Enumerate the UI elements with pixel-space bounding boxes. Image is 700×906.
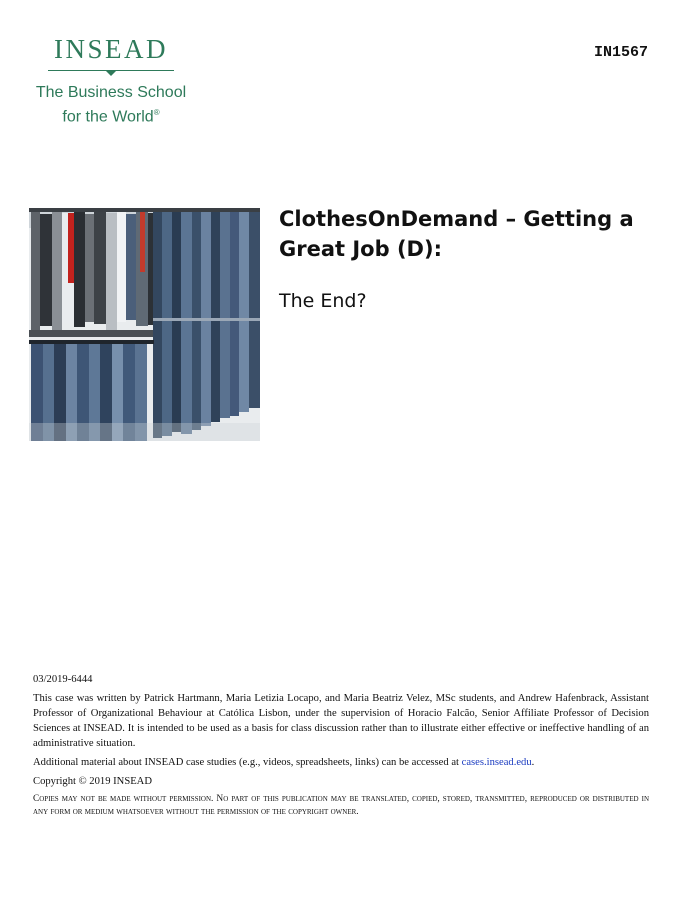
trademark-symbol: ® — [153, 108, 160, 117]
logo-rule — [48, 66, 174, 76]
cases-link[interactable]: cases.insead.edu — [461, 757, 532, 768]
case-footer — [33, 672, 649, 823]
logo-tagline — [0, 83, 222, 127]
case-code: IN1567 — [593, 44, 648, 61]
additional-material — [33, 755, 649, 770]
tagline-line-2: for the World — [62, 108, 154, 126]
cover-photo-clothes-rack — [29, 208, 260, 441]
tagline-line-1: The Business School — [35, 84, 187, 101]
logo-wordmark: INSEAD — [54, 34, 168, 64]
additional-material-text: Additional material about INSEAD case studies (e.g., videos, spreadsheets, links) can be accessed at — [33, 757, 459, 768]
copyright-notice: Copyright © 2019 INSEAD — [33, 776, 152, 787]
additional-material-period: . — [531, 757, 535, 768]
date-code: 03/2019-6444 — [33, 674, 93, 685]
case-title: ClothesOnDemand – Getting a Great Job (D): — [279, 207, 634, 261]
insead-logo — [0, 34, 222, 127]
permission-notice: Copies may not be made without permission. No part of this publication may be translated, copied, stored, transmitted, reproduced or distributed in any form or medium whatsoever without the permission of the copyright owner. — [33, 794, 649, 817]
case-subtitle: The End? — [279, 290, 367, 312]
authors-note: This case was written by Patrick Hartmann, Maria Letizia Locapo, and Maria Beatriz Velez, MSc students, and Andrew Hafenbrack, Assistant Professor of Organizational Behaviour at Católica Lisbon, under the supervision of Horacio Falcão, Senior Affiliate Professor of Decision Sciences at INSEAD. It is intended to be used as a basis for class discussion rather than to illustrate either effective or ineffective handling of an administrative situation. — [33, 693, 649, 749]
